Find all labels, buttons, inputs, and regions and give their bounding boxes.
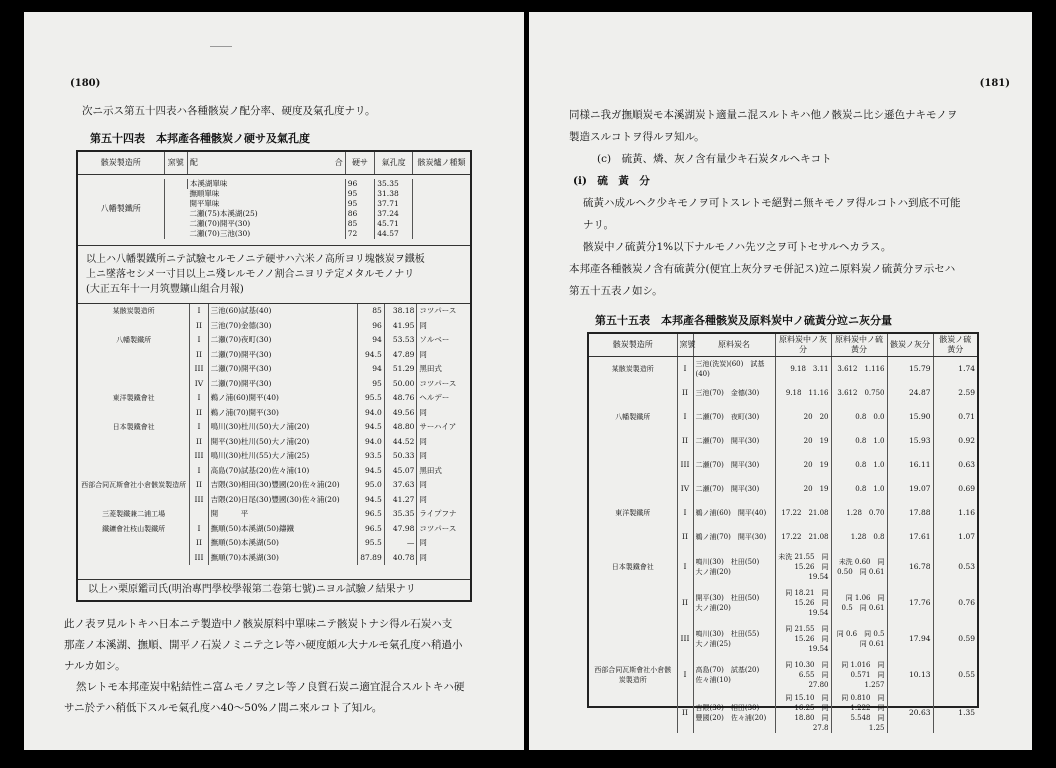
table-row: 東洋製鐵會社 I 鵜ノ浦(60)開平(40) 95.5 48.76 ヘルデー [78, 391, 470, 406]
table-row: 西部合同瓦斯會社小倉骸炭製造所 II 吉隈(30)相田(30)豐國(20)佐々浦(20) 95.0 37.63 同 [78, 478, 470, 493]
table-header [78, 152, 470, 175]
col-hardness: 硬サ [345, 152, 375, 175]
page-number: (180) [70, 78, 101, 89]
col-mix-a: 配 [187, 152, 304, 175]
table-row: 日本製鐵會社 I 鳴川(30) 杜田(50) 大ノ浦(20) 未洗 21.55 同 15.26 同 19.54 未洗 0.60 同 0.50 同 0.61 16.78 0.53 [589, 549, 977, 585]
maker-cell [589, 693, 677, 733]
maker-cell [78, 536, 190, 551]
maker-cell [78, 493, 190, 508]
table-row: II 三池(70)金德(30) 96 41.95 同 [78, 319, 470, 334]
table-row: 日本製鐵會社 I 鳴川(30)杜川(50)大ノ浦(20) 94.5 48.80 サーハイア [78, 420, 470, 435]
table-54-note-1: 以上ハ八幡製鐵所ニテ試驗セルモノニテ硬サハ六米ノ高所ヨリ塊骸炭ヲ鐵板 上ニ墜落セシメ一寸目以上ニ殘レルモノノ割合ニヨリテ定メタルモノナリ (大正五年十一月筑豐鑛山組合月報) [78, 246, 470, 304]
table-54-caption: 第五十四表 本邦產各種骸炭ノ硬サ及氣孔度 [90, 132, 310, 145]
table-row: IV 二瀬(70)開平(30) 95 50.00 コツパース [78, 377, 470, 392]
col-coal-ash: 原料炭中ノ灰分 [775, 334, 831, 357]
maker-cell: 某骸炭製造所 [112, 307, 155, 316]
maker-cell [78, 449, 190, 464]
maker-cell [78, 377, 190, 392]
maker-cell: 三菱製鐵兼二浦工場 [102, 510, 166, 519]
col-mix-b: 合 [304, 152, 345, 175]
maker-cell [78, 435, 190, 450]
col-coal: 原料炭名 [693, 334, 775, 357]
intro-text: 次ニ示ス第五十四表ハ各種骸炭ノ配分率、硬度及氣孔度ナリ。 [82, 105, 376, 117]
table-row: 二瀬(75)本溪湖(25) 86 37.24 [78, 209, 470, 219]
table-row: 二瀬(70)開平(30) 85 45.71 [78, 219, 470, 229]
col-coal-sulfur: 原料炭中ノ硫黃分 [831, 334, 887, 357]
table-row: 八幡製鐵所 本溪湖單味 96 35.35 [78, 179, 470, 189]
table-row: II 開平(30)杜川(50)大ノ浦(20) 94.0 44.52 同 [78, 435, 470, 450]
maker-cell: 某骸炭製造所 [611, 365, 654, 373]
maker-cell [589, 525, 677, 549]
table-row: 某骸炭製造所 I 三池(洗炭)(60) 試基(40) 9.18 3.11 3.612 1.116 15.79 1.74 [589, 357, 977, 382]
maker-cell: 八幡製鐵所 [116, 336, 152, 345]
table-row: III 撫順(70)本溪湖(30) 87.89 40.78 同 [78, 551, 470, 566]
table-row: II 二瀬(70) 開平(30) 20 19 0.8 1.0 15.93 0.92 [589, 429, 977, 453]
table-54-part-2 [78, 304, 470, 565]
table-row: II 鵜ノ浦(70)開平(30) 94.0 49.56 同 [78, 406, 470, 421]
col-coke-sulfur: 骸炭ノ硫黃分 [933, 334, 977, 357]
col-maker: 骸炭製造所 [589, 334, 677, 357]
table-55 [587, 332, 979, 732]
maker-cell [78, 464, 190, 479]
table-54-note-2: 以上ハ栗原鑑司氏(明治專門學校學報第二卷第七號)ニヨル試驗ノ結果ナリ [78, 579, 470, 600]
table-row: 西部合同瓦斯會社小倉骸炭製造所 I 高島(70) 試基(20) 佐々浦(10) 同 10.30 同 6.55 同 27.80 同 1.016 同 0.571 同 1.257 10.13 0.55 [589, 657, 977, 693]
col-maker: 骸炭製造所 [78, 152, 164, 175]
page-mark [210, 46, 232, 47]
maker-cell [78, 348, 190, 363]
maker-cell [78, 319, 190, 334]
body-text: 此ノ表ヲ見ルトキハ日本ニテ製造中ノ骸炭原料中單味ニテ骸炭トナシ得ル石炭ハ支 那產ノ本溪湖、撫順、開平ノ石炭ノミニテ之レ等ハ硬度頗ル大ナルモ氣孔度ハ稍過小 ナルカ如シ。 然レトモ本邦產炭中粘結性ニ富ムモノヲ之レ等ノ良質石炭ニ適宜混合スルトキハ硬 サニ於テハ稍低下スルモ氣孔度ハ40〜50%ノ間ニ來ルコト了知ル。 [64, 618, 465, 714]
maker-cell: 西部合同瓦斯會社小倉骸炭製造所 [594, 666, 672, 684]
table-row: II 撫順(50)本溪湖(50) 95.5 — 同 [78, 536, 470, 551]
maker-cell [589, 381, 677, 405]
table-row: II 鵜ノ浦(70) 開平(30) 17.22 21.08 1.28 0.8 17.61 1.07 [589, 525, 977, 549]
col-coke-ash: 骸炭ノ灰分 [887, 334, 933, 357]
maker-cell [78, 406, 190, 421]
maker-cell: 八幡製鐵所 [615, 413, 651, 421]
maker-cell: 東洋製鐵所 [615, 509, 651, 517]
table-row: III 吉隈(20)日尾(30)豐國(30)佐々浦(20) 94.5 41.27 同 [78, 493, 470, 508]
table-row: 鐵鑛會社枝山製鐵所 I 撫順(50)本溪湖(50)鑄鐵 96.5 47.98 コツパース [78, 522, 470, 537]
table-row: II 二瀬(70)開平(30) 94.5 47.89 同 [78, 348, 470, 363]
maker-cell: 鐵鑛會社枝山製鐵所 [102, 524, 166, 533]
table-row: 撫順單味 95 31.38 [78, 189, 470, 199]
col-porosity: 氣孔度 [375, 152, 413, 175]
table-row: 八幡製鐵所 I 二瀬(70) 夜町(30) 20 20 0.8 0.0 15.90 0.71 [589, 405, 977, 429]
table-row: 三菱製鐵兼二浦工場 開 平 96.5 35.35 ライプフナ [78, 507, 470, 522]
body-text: 同様ニ我ガ撫順炭モ本溪湖炭ト適量ニ混スルトキハ他ノ骸炭ニ比シ遜色ナキモノヲ 製造スルコトヲ得ルヲ知ル。 (c) 硫黃、燐、灰ノ含有量少キ石炭タルヘキコト (i) 硫 黃 分 硫黃ハ成ルヘク少キモノヲ可トスレトモ絕對ニ無キモノヲ得ルコトハ到底不可能 ナリ。 骸炭中ノ硫黃分1%以下ナルモノハ先ツ之ヲ可トセサルヘカラス。 本邦產各種骸炭ノ含有硫黃分(便宜上灰分ヲモ併記ス)竝ニ原料炭ノ硫黃分ヲ示セハ 第五十五表ノ如シ。 [569, 109, 961, 297]
col-oven: 骸炭爐ノ種類 [412, 152, 470, 175]
maker-cell [589, 453, 677, 477]
maker-cell: 日本製鐵會社 [112, 423, 155, 432]
left-page [24, 12, 524, 750]
maker-cell [589, 621, 677, 657]
page-number: (181) [979, 78, 1010, 89]
maker-cell [78, 362, 190, 377]
right-page [529, 12, 1032, 750]
table-row: II 三池(70) 金德(30) 9.18 11.16 3.612 0.750 24.87 2.59 [589, 381, 977, 405]
table-row: 某骸炭製造所 I 三池(60)試基(40) 85 38.18 コツパース [78, 304, 470, 319]
table-row: 開平單味 95 37.71 [78, 199, 470, 209]
maker-cell [78, 551, 190, 566]
table-row: III 鳴川(30) 杜田(55) 大ノ浦(25) 同 21.55 同 15.26 同 19.54 同 0.6 同 0.5 同 0.61 17.94 0.59 [589, 621, 977, 657]
table-row: 二瀬(70)三池(30) 72 44.57 [78, 229, 470, 239]
table-row: III 二瀬(70)開平(30) 94 51.29 黑田式 [78, 362, 470, 377]
maker-cell [589, 585, 677, 621]
table-header [589, 334, 977, 357]
table-row: II 吉隈(30) 相田(30) 豐國(20) 佐々浦(20) 同 15.10 同 16.25 同 18.80 同 27.8 同 0.810 同 1.222 同 5.548 同 1.25 20.63 1.35 [589, 693, 977, 733]
maker-cell: 日本製鐵會社 [611, 563, 654, 571]
maker-cell: 八幡製鐵所 [100, 204, 141, 213]
table-55-caption: 第五十五表 本邦產各種骸炭及原料炭中ノ硫黃分竝ニ灰分量 [595, 314, 892, 327]
table-row: 八幡製鐵所 I 二瀬(70)夜町(30) 94 53.53 ソルベー [78, 333, 470, 348]
table-row: I 高島(70)試基(20)佐々浦(10) 94.5 45.07 黑田式 [78, 464, 470, 479]
maker-cell [589, 477, 677, 501]
table-row: IV 二瀬(70) 開平(30) 20 19 0.8 1.0 19.07 0.69 [589, 477, 977, 501]
table-row: III 二瀬(70) 開平(30) 20 19 0.8 1.0 16.11 0.63 [589, 453, 977, 477]
maker-cell: 西部合同瓦斯會社小倉骸炭製造所 [81, 481, 187, 490]
col-kiln: 窯號 [164, 152, 187, 175]
maker-cell: 東洋製鐵會社 [112, 394, 155, 403]
table-row: 東洋製鐵所 I 鵜ノ浦(60) 開平(40) 17.22 21.08 1.28 0.70 17.88 1.16 [589, 501, 977, 525]
maker-cell [589, 429, 677, 453]
table-row: III 鳴川(30)杜川(55)大ノ浦(25) 93.5 50.33 同 [78, 449, 470, 464]
table-54 [76, 150, 472, 602]
col-kiln: 窯號 [677, 334, 693, 357]
table-row: II 開平(30) 杜田(50) 大ノ浦(20) 同 18.21 同 15.26 同 19.54 同 1.06 同 0.5 同 0.61 17.76 0.76 [589, 585, 977, 621]
